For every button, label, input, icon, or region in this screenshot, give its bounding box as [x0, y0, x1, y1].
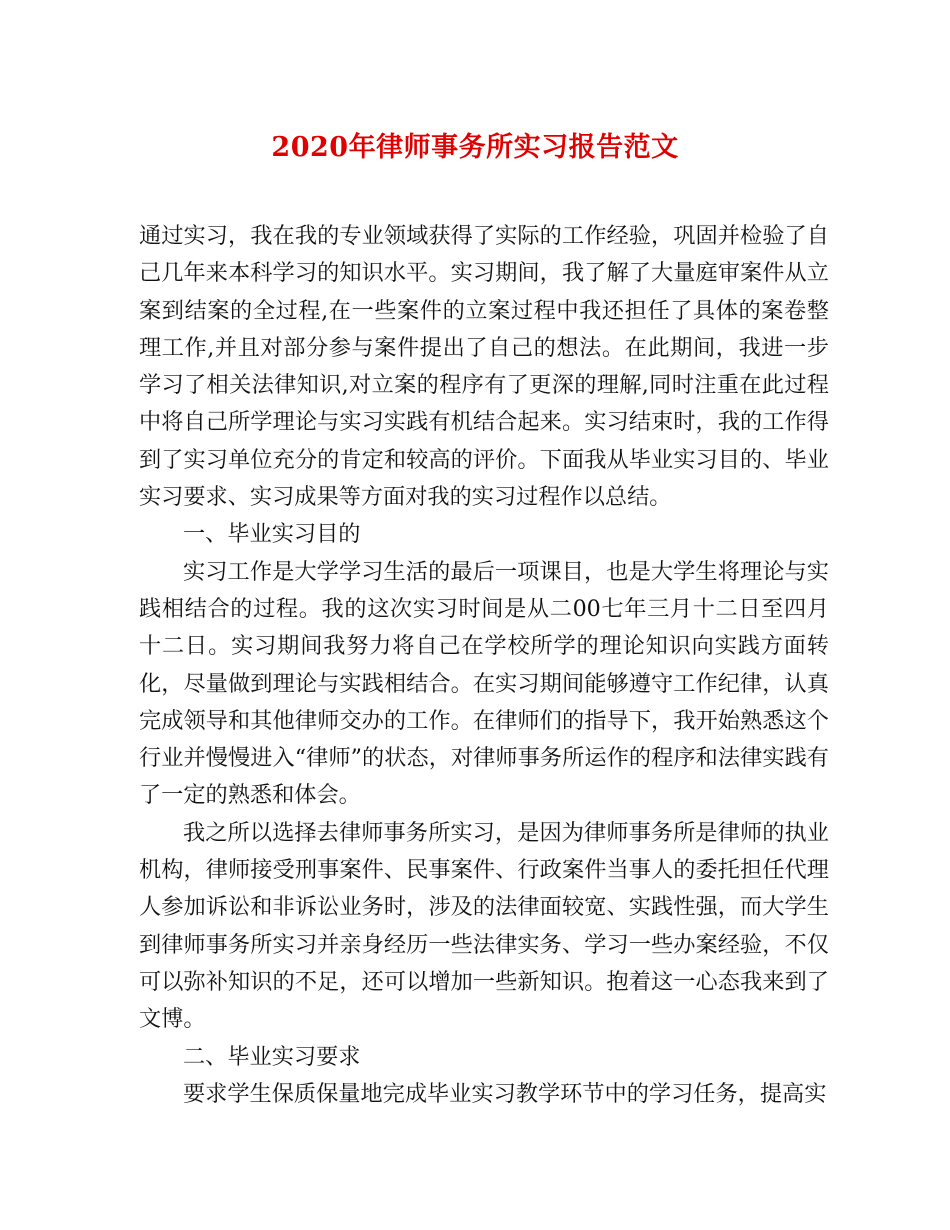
paragraph-reason: 我之所以选择去律师事务所实习，是因为律师事务所是律师的执业机构，律师接受刑事案件、民事案件、行政案件当事人的委托担任代理人参加诉讼和非诉讼业务时，涉及的法律面较宽、实践性强，而大学生到律师事务所实习并亲身经历一些法律实务、学习一些办案经验，不仅可以弥补知识的不足，还可以增加一些新知识。抱着这一心态我来到了文博。: [139, 819, 829, 1033]
document-body: [139, 218, 829, 1113]
paragraph-purpose: 实习工作是大学学习生活的最后一项课目，也是大学生将理论与实践相结合的过程。我的这次实习时间是从二00七年三月十二日至四月十二日。实习期间我努力将自己在学校所学的理论知识向实践方面转化，尽量做到理论与实践相结合。在实习期间能够遵守工作纪律，认真完成领导和其他律师交办的工作。在律师们的指导下，我开始熟悉这个行业并慢慢进入“律师”的状态，对律师事务所运作的程序和法律实践有了一定的熟悉和体会。: [139, 558, 829, 809]
paragraph-requirements: 要求学生保质保量地完成毕业实习教学环节中的学习任务，提高实: [183, 1080, 827, 1107]
paragraph-intro: 通过实习，我在我的专业领域获得了实际的工作经验，巩固并检验了自己几年来本科学习的知识水平。实习期间，我了解了大量庭审案件从立案到结案的全过程,在一些案件的立案过程中我还担任了具体的案卷整理工作,并且对部分参与案件提出了自己的想法。在此期间，我进一步学习了相关法律知识,对立案的程序有了更深的理解,同时注重在此过程中将自己所学理论与实习实践有机结合起来。实习结束时，我的工作得到了实习单位充分的肯定和较高的评价。下面我从毕业实习目的、毕业实习要求、实习成果等方面对我的实习过程作以总结。: [139, 223, 829, 511]
section-heading-purpose: 一、毕业实习目的: [183, 521, 361, 548]
section-heading-requirements: 二、毕业实习要求: [183, 1043, 361, 1070]
document-title: 2020年律师事务所实习报告范文: [271, 132, 679, 163]
